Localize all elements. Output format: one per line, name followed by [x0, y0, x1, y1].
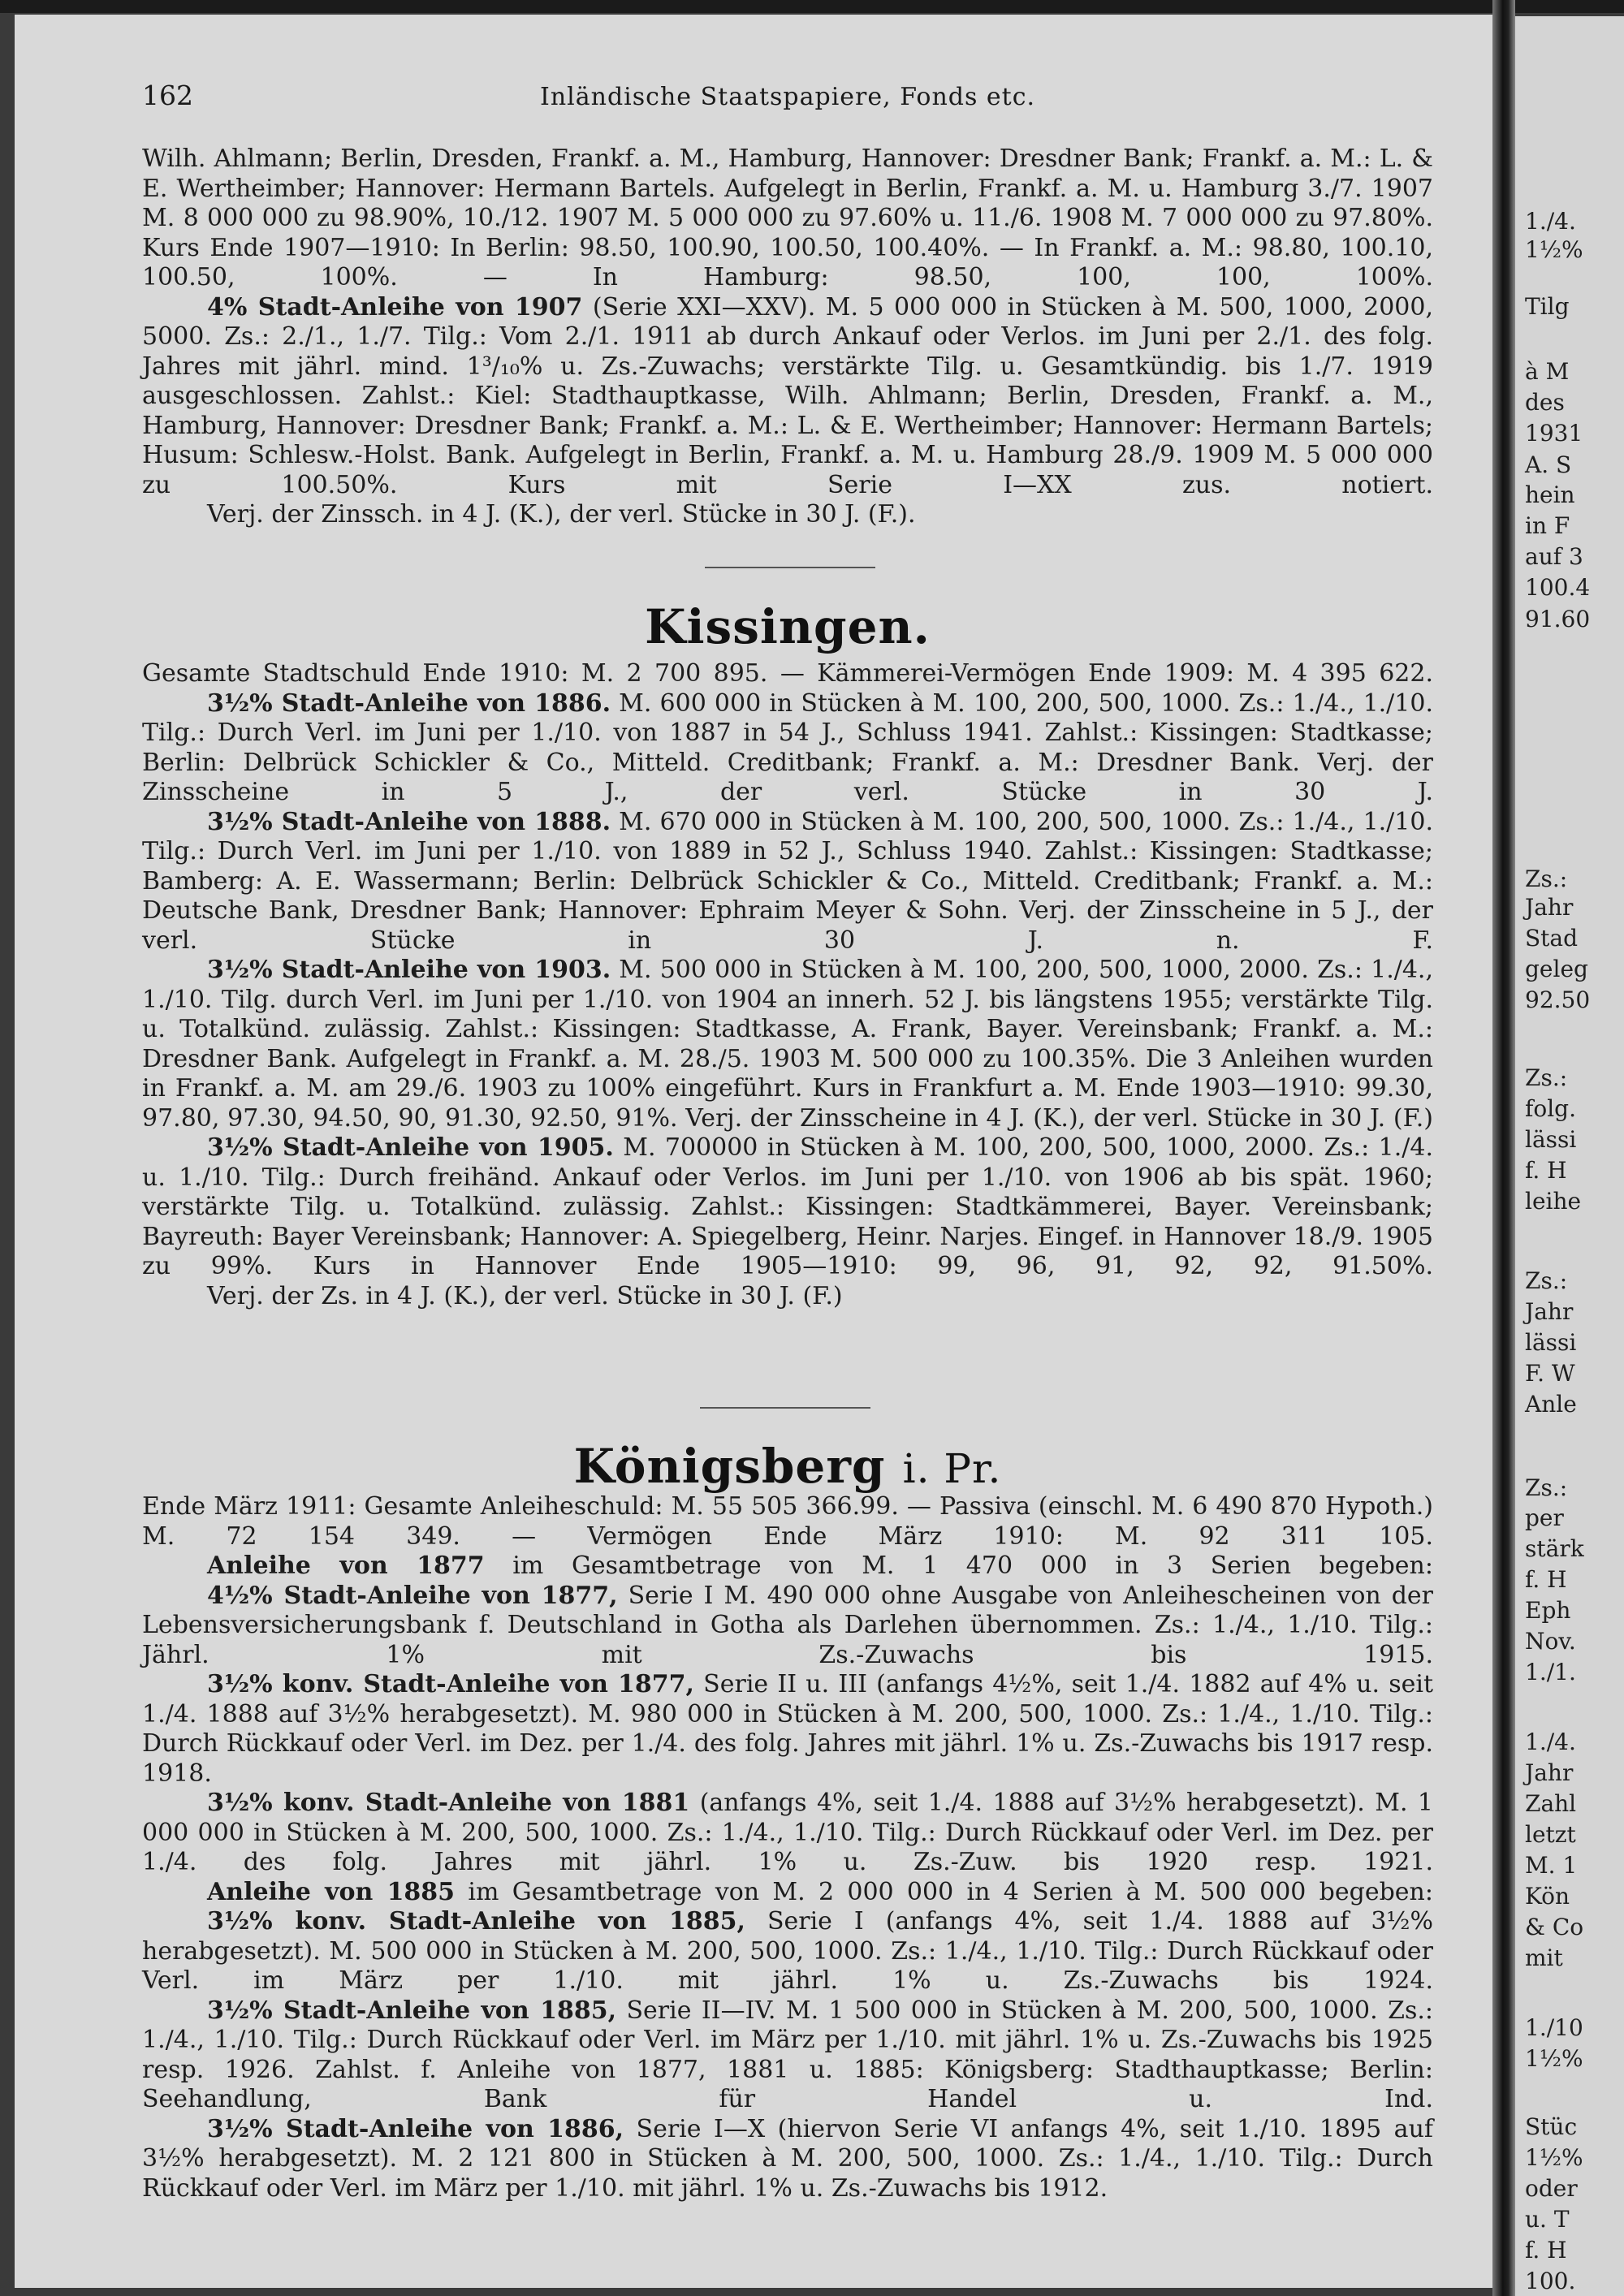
paragraph [142, 956, 1433, 1133]
right-page-fragment-line: u. T [1525, 2206, 1570, 2233]
right-page-fragment-line: stärk [1525, 1535, 1584, 1562]
bond-title: 3½% Stadt-Anleihe von 1886. [207, 688, 611, 718]
right-page-fragment-line: auf 3 [1525, 543, 1583, 570]
bond-title: 3½% Stadt-Anleihe von 1905. [207, 1133, 614, 1162]
divider [705, 567, 875, 568]
bond-title: Anleihe von 1877 [207, 1552, 485, 1580]
bond-title: 3½% konv. Stadt-Anleihe von 1877, [207, 1670, 694, 1698]
bond-text: M. 500 000 in Stücken à M. 100, 200, 500, 1000, 2000. Zs.: 1./4., 1./10. Tilg. durch Verl. im Juni per 1./10. von 1904 an innerh. 52 J. bis längstens 1955; verstärkte Tilg. u. Totalkünd. zulässig. Zahlst.: Kissingen: Stadtkasse, A. Frank, Bayer. Vereinsbank; Frankf. a. M.: Dresdner Bank. Aufgelegt in Frankf. a. M. 28./5. 1903 M. 500 000 zu 100.35%. Die 3 Anleihen wurden in Frankf. a. M. am 29./6. 1903 zu 100% eingeführt. Kurs in Frankfurt a. M. Ende 1903—1910: 99.30, 97.80, 97.30, 94.50, 90, 91.30, 92.50, 91%. Verj. der Zinsscheine in 4 J. (K.), der verl. Stücke in 30 J. (F.) [142, 956, 1433, 1133]
paragraph: Verj. der Zinssch. in 4 J. (K.), der verl. Stücke in 30 J. (F.). [207, 500, 916, 529]
page-number: 162 [142, 80, 193, 111]
right-page-fragment-line: lässi [1525, 1126, 1577, 1153]
right-page-fragment [1515, 16, 1624, 2296]
bond-text: im Gesamtbetrage von M. 2 000 000 in 4 Serien à M. 500 000 begeben: [455, 1877, 1433, 1906]
right-page-fragment-line: Zs.: [1525, 865, 1568, 892]
paragraph: Wilh. Ahlmann; Berlin, Dresden, Frankf. a. M., Hamburg, Hannover: Dresdner Bank; Frankf. a. M.: L. & E. Wertheimber; Hannover: Hermann Bartels. Aufgelegt in Berlin, Frankf. a. M. u. Hamburg 3./7. 1907 M. 8 000 000 zu 98.90%, 10./12. 1907 M. 5 000 000 zu 97.60% u. 11./6. 1908 M. 7 000 000 zu 97.80%. Kurs Ende 1907—1910: In Berlin: 98.50, 100.90, 100.50, 100.40%. — In Frankf. a. M.: 98.80, 100.10, 100.50, 100%. — In Hamburg: 98.50, 100, 100, 100%. [142, 145, 1433, 291]
right-page-fragment-line: Nov. [1525, 1628, 1576, 1655]
bond-text: M. 600 000 in Stücken à M. 100, 200, 500, 1000. Zs.: 1./4., 1./10. Tilg.: Durch Verl. im Juni per 1./10. von 1887 in 54 J., Schluss 1941. Zahlst.: Kissingen: Stadtkasse; Berlin: Delbrück Schickler & Co., Mitteld. Creditbank; Frankf. a. M.: Dresdner Bank. Verj. der Zinsscheine in 5 J., der verl. Stücke in 30 J. [142, 688, 1434, 806]
right-page-fragment-line: 1931 [1525, 420, 1583, 447]
city-title: Königsberg [573, 1439, 886, 1494]
right-page-fragment-line: 1½% [1525, 2045, 1583, 2072]
right-page-fragment-line: Jahr [1525, 1759, 1574, 1786]
right-page-fragment-line: 1./10 [1525, 2014, 1583, 2041]
bond-text: Serie II—IV. M. 1 500 000 in Stücken à M. 200, 500, 1000. Zs.: 1./4., 1./10. Tilg.: Durch Rückkauf oder Verl. im März per 1./10. mit jährl. 1% u. Zs.-Zuwachs bis 1925 resp. 1926. Zahlst. f. Anleihe von 1877, 1881 u. 1885: Königsberg: Stadthauptkasse; Berlin: Seehandlung, Bank für Handel u. Ind. [142, 1996, 1433, 2113]
bond-text: M. 670 000 in Stücken à M. 100, 200, 500, 1000. Zs.: 1./4., 1./10. Tilg.: Durch Verl. im Juni per 1./10. von 1889 in 52 J., Schluss 1940. Zahlst.: Kissingen: Stadtkasse; Bamberg: A. E. Wassermann; Berlin: Delbrück Schickler & Co., Mitteld. Creditbank; Frankf. a. M.: Deutsche Bank, Dresdner Bank; Hannover: Ephraim Meyer & Sohn. Verj. der Zinsscheine in 5 J., der verl. Stücke in 30 J. n. F. [142, 807, 1434, 955]
paragraph [142, 1582, 1433, 1671]
right-page-fragment-line: Zs.: [1525, 1267, 1568, 1294]
running-title: Inländische Staatspapiere, Fonds etc. [540, 83, 1036, 111]
bond-text: (Serie XXI—XXV). M. 5 000 000 in Stücken à M. 500, 1000, 2000, 5000. Zs.: 2./1., 1./7. Tilg.: Vom 2./1. 1911 ab durch Ankauf oder Verlos. im Juni per 2./1. des folg. Jahres mit jährl. mind. 1³/₁₀% u. Zs.-Zuwachs; verstärkte Tilg. u. Gesamtkündig. bis 1./7. 1919 ausgeschlossen. Zahlst.: Kiel: Stadthauptkasse, Wilh. Ahlmann; Berlin, Dresden, Frankf. a. M., Hamburg, Hannover: Dresdner Bank; Frankf. a. M.: L. & E. Wertheimber; Hannover: Hermann Bartels; Husum: Schlesw.-Holst. Bank. Aufgelegt in Berlin, Frankf. a. M. u. Hamburg 28./9. 1909 M. 5 000 000 zu 100.50%. Kurs mit Serie I—XX zus. notiert. [142, 292, 1433, 499]
paragraph [142, 1670, 1433, 1789]
section-continued [142, 145, 1433, 530]
right-page-fragment-line: f. H [1525, 1566, 1567, 1593]
city-heading-kissingen [142, 599, 1433, 654]
bond-title: 4% Stadt-Anleihe von 1907 [207, 292, 583, 322]
right-page-fragment-line: des [1525, 389, 1565, 416]
right-page-fragment-line: Jahr [1525, 1298, 1574, 1325]
city-title: Kissingen. [645, 599, 931, 654]
paragraph [142, 1907, 1433, 1996]
right-page-fragment-line: mit [1525, 1944, 1563, 1971]
right-page-fragment-line: Stüc [1525, 2113, 1578, 2140]
bond-text: Serie I—X (hiervon Serie VI anfangs 4%, seit 1./10. 1895 auf 3½% herabgesetzt). M. 2 121 800 in Stücken à M. 200, 500, 1000. Zs.: 1./4., 1./10. Tilg.: Durch Rückkauf oder Verl. im März per 1./10. mit jährl. 1% u. Zs.-Zuwachs bis 1912. [142, 2114, 1433, 2203]
right-page-fragment-line: F. W [1525, 1360, 1575, 1387]
bond-title: 3½% Stadt-Anleihe von 1888. [207, 807, 611, 836]
section-koenigsberg [142, 1492, 1433, 2203]
right-page-fragment-line: 1½% [1525, 236, 1583, 263]
right-page-fragment-line: oder [1525, 2175, 1578, 2202]
paragraph [142, 1878, 1433, 1908]
right-page-fragment-line: 92.50 [1525, 986, 1591, 1013]
right-page-fragment-line: 91.60 [1525, 606, 1591, 632]
right-page-fragment-line: Stad [1525, 925, 1579, 952]
paragraph [142, 293, 1433, 501]
right-page-fragment-line: Jahr [1525, 894, 1574, 921]
bond-title: 3½% Stadt-Anleihe von 1886, [207, 2114, 624, 2143]
right-page-fragment-line: leihe [1525, 1188, 1582, 1215]
right-page-fragment-line: geleg [1525, 956, 1588, 982]
bond-title: Anleihe von 1885 [207, 1877, 456, 1906]
right-page-fragment-line: f. H [1525, 2237, 1567, 2264]
right-page-fragment-line: lässi [1525, 1329, 1577, 1356]
right-page-fragment-line: folg. [1525, 1095, 1576, 1122]
bond-text: (anfangs 4%, seit 1./4. 1888 auf 3½% herabgesetzt). M. 1 000 000 in Stücken à M. 200, 500, 1000. Zs.: 1./4., 1./10. Tilg.: Durch Rückkauf oder Verl. im Dez. per 1./4. des folg. Jahres mit jährl. 1% u. Zs.-Zuw. bis 1920 resp. 1921. [142, 1789, 1433, 1876]
right-page-fragment-line: Anle [1525, 1391, 1577, 1418]
bond-text: Serie I M. 490 000 ohne Ausgabe von Anleihescheinen von der Lebensversicherungsbank f. Deutschland in Gotha als Darlehen übernommen. Zs.: 1./4., 1./10. Tilg.: Jährl. 1% mit Zs.-Zuwachs bis 1915. [142, 1581, 1433, 1669]
running-head [142, 80, 1441, 112]
scan-top-edge [0, 0, 1624, 13]
bond-title: 4½% Stadt-Anleihe von 1877, [207, 1581, 618, 1610]
paragraph: Ende März 1911: Gesamte Anleiheschuld: M. 55 505 366.99. — Passiva (einschl. M. 6 490 870 Hypoth.) M. 72 154 349. — Vermögen Ende März 1910: M. 92 311 105. [142, 1492, 1433, 1551]
paragraph [142, 1996, 1433, 2115]
book-gutter [1492, 0, 1515, 2296]
section-kissingen [142, 659, 1433, 1311]
right-page-fragment-line: 1./4. [1525, 1728, 1576, 1755]
bond-text: Serie I (anfangs 4%, seit 1./4. 1888 auf 3½% herabgesetzt). M. 500 000 in Stücken à M. 200, 500, 1000. Zs.: 1./4., 1./10. Tilg.: Durch Rückkauf oder Verl. im März per 1./10. mit jährl. 1% u. Zs.-Zuwachs bis 1924. [142, 1907, 1433, 1995]
right-page-fragment-line: Eph [1525, 1597, 1571, 1624]
paragraph [142, 1789, 1433, 1878]
right-page-fragment-line: A. S [1525, 451, 1572, 478]
paragraph [142, 1552, 1433, 1582]
right-page-fragment-line: in F [1525, 512, 1570, 539]
bond-title: 3½% konv. Stadt-Anleihe von 1881 [207, 1789, 690, 1817]
right-page-fragment-line: Kön [1525, 1883, 1570, 1910]
right-page-fragment-line: f. H [1525, 1157, 1567, 1184]
right-page-fragment-line: 1½% [1525, 2144, 1583, 2171]
bond-text: M. 700000 in Stücken à M. 100, 200, 500, 1000, 2000. Zs.: 1./4. u. 1./10. Tilg.: Durch freihänd. Ankauf oder Verlos. im Juni per 1./10. von 1906 ab bis spät. 1960; verstärkte Tilg. u. Totalkünd. zulässig. Zahlst.: Kissingen: Stadtkämmerei, Bayer. Vereinsbank; Bayreuth: Bayer Vereinsbank; Hannover: A. Spiegelberg, Heinr. Narjes. Eingef. in Hannover 18./9. 1905 zu 99%. Kurs in Hannover Ende 1905—1910: 99, 96, 91, 92, 92, 91.50%. [142, 1133, 1433, 1280]
paragraph [142, 1133, 1433, 1282]
right-page-fragment-line: M. 1 [1525, 1852, 1578, 1879]
paragraph: Gesamte Stadtschuld Ende 1910: M. 2 700 895. — Kämmerei-Vermögen Ende 1909: M. 4 395 622. [142, 659, 1433, 688]
bond-text: Serie II u. III (anfangs 4½%, seit 1./4. 1882 auf 4% u. seit 1./4. 1888 auf 3½% herabgesetzt). M. 980 000 in Stücken à M. 200, 500, 1000. Zs.: 1./4., 1./10. Tilg.: Durch Rückkauf oder Verl. im Dez. per 1./4. des folg. Jahres mit jährl. 1% u. Zs.-Zuwachs bis 1917 resp. 1918. [142, 1670, 1433, 1788]
right-page-fragment-line: 100.4 [1525, 574, 1591, 601]
divider [700, 1407, 870, 1409]
right-page-fragment-line: 1./1. [1525, 1659, 1576, 1685]
bond-title: 3½% konv. Stadt-Anleihe von 1885, [207, 1907, 745, 1936]
paragraph [142, 689, 1433, 808]
right-page-fragment-line: hein [1525, 481, 1575, 508]
city-subtitle: i. Pr. [902, 1445, 1002, 1492]
right-page-fragment-line: 1./4. [1525, 208, 1576, 235]
right-page-fragment-line: Zahl [1525, 1790, 1577, 1817]
right-page-fragment-line: per [1525, 1504, 1564, 1531]
right-page-fragment-line: Zs.: [1525, 1064, 1568, 1091]
paragraph: Verj. der Zs. in 4 J. (K.), der verl. Stücke in 30 J. (F.) [207, 1281, 843, 1310]
right-page-fragment-line: Tilg [1525, 293, 1570, 320]
paragraph [142, 2115, 1433, 2204]
bond-title: 3½% Stadt-Anleihe von 1885, [207, 1996, 617, 2025]
bond-title: 3½% Stadt-Anleihe von 1903. [207, 956, 611, 984]
right-page-fragment-line: letzt [1525, 1821, 1576, 1848]
right-page-fragment-line: Zs.: [1525, 1474, 1568, 1501]
right-page-fragment-line: 100. [1525, 2268, 1576, 2294]
bond-text: im Gesamtbetrage von M. 1 470 000 in 3 Serien begeben: [484, 1552, 1433, 1580]
right-page-fragment-line: & Co [1525, 1914, 1584, 1940]
right-page-fragment-line: à M [1525, 358, 1570, 385]
paragraph [142, 808, 1433, 956]
city-heading-koenigsberg [142, 1439, 1433, 1494]
